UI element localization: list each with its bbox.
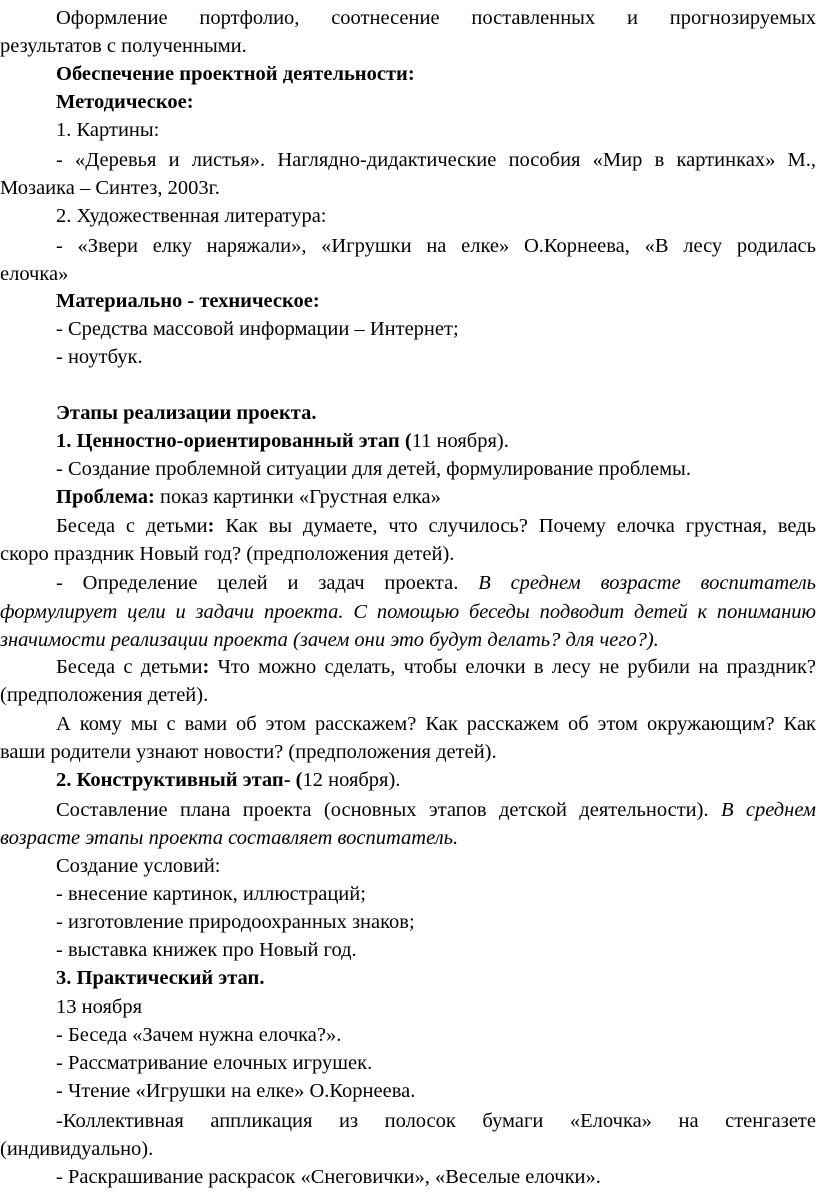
text-segment: (предположения детей).: [0, 684, 209, 706]
text-segment: ваши родители узнают новости? (предположения детей).: [0, 741, 497, 763]
list-item: [0, 1048, 816, 1078]
text-segment: Как вы думаете, что случилось? Почему елочка грустная, ведь: [214, 515, 816, 537]
list-item: [0, 879, 816, 909]
date-line: [0, 992, 816, 1022]
text-line: [0, 539, 816, 569]
text-segment: - Беседа «Зачем нужна елочка?».: [56, 1024, 342, 1046]
text-line: [0, 652, 816, 682]
text-segment: Этапы реализации проекта.: [56, 402, 317, 424]
text-segment: 13 ноября: [56, 996, 142, 1018]
text-segment: - изготовление природоохранных знаков;: [56, 911, 415, 933]
text-segment: Оформление портфолио, соотнесение поставленных и прогнозируемых: [56, 7, 816, 29]
list-item: [0, 454, 816, 484]
text-segment: 1. Картины:: [56, 119, 160, 141]
text-segment: 2. Конструктивный этап- (: [56, 769, 303, 791]
text-segment: - Рассматривание елочных игрушек.: [56, 1052, 373, 1074]
text-line: [0, 3, 816, 33]
stage-heading: [0, 765, 816, 795]
list-item: [0, 201, 816, 231]
text-segment: Создание условий:: [56, 855, 221, 877]
text-segment: Составление плана проекта (основных этапов детской деятельности).: [56, 799, 721, 821]
text-line: [0, 568, 816, 598]
text-segment: А кому мы с вами об этом расскажем? Как расскажем об этом окружающим? Как: [56, 713, 816, 735]
section-heading: [0, 398, 816, 428]
text-segment: - Создание проблемной ситуации для детей, формулирование проблемы.: [56, 458, 691, 480]
text-line: [0, 259, 816, 289]
text-segment: Материально - техническое:: [56, 290, 320, 312]
text-segment: формулирует цели и задачи проекта. С помощью беседы подводит детей к пониманию: [0, 601, 816, 623]
text-segment: Проблема:: [56, 486, 155, 508]
text-segment: - Чтение «Игрушки на елке» О.Корнеева.: [56, 1080, 416, 1102]
list-item: [0, 907, 816, 937]
text-line: [0, 680, 816, 710]
text-line: [0, 31, 816, 61]
text-segment: - «Звери елку наряжали», «Игрушки на елке» О.Корнеева, «В лесу родилась: [56, 235, 816, 257]
text-segment: Беседа с детьми: [56, 515, 208, 537]
list-item: [0, 115, 816, 145]
text-segment: 12 ноября).: [302, 769, 401, 791]
text-segment: В среднем: [720, 799, 816, 821]
text-line: [0, 173, 816, 203]
list-item: [0, 314, 816, 344]
text-line: [0, 737, 816, 767]
text-segment: 3. Практический этап.: [56, 967, 265, 989]
list-item: [0, 935, 816, 965]
list-item: [0, 1076, 816, 1106]
text-segment: -Коллективная аппликация из полосок бумаги «Елочка» на стенгазете: [56, 1110, 816, 1132]
text-segment: елочка»: [0, 263, 69, 285]
list-item: [0, 1162, 816, 1192]
text-line: [0, 482, 816, 512]
text-line: [0, 851, 816, 881]
text-segment: - Раскрашивание раскрасок «Снеговички», «Веселые елочки».: [56, 1166, 601, 1188]
text-segment: - внесение картинок, иллюстраций;: [56, 883, 366, 905]
text-line: [0, 597, 816, 627]
text-segment: :: [207, 515, 215, 537]
list-item: [0, 145, 816, 175]
text-segment: - выставка книжек про Новый год.: [56, 939, 357, 961]
text-segment: значимости реализации проекта (зачем они это будут делать? для чего?).: [0, 629, 659, 651]
stage-heading: [0, 426, 816, 456]
list-item: [0, 1020, 816, 1050]
text-segment: скоро праздник Новый год? (предположения детей).: [0, 543, 455, 565]
list-item: [0, 231, 816, 261]
text-segment: Методическое:: [56, 91, 194, 113]
stage-heading: [0, 963, 816, 993]
text-segment: Обеспечение проектной деятельности:: [56, 63, 415, 85]
section-heading: [0, 286, 816, 316]
text-line: [0, 1134, 816, 1164]
section-heading: [0, 87, 816, 117]
text-segment: (индивидуально).: [0, 1138, 154, 1160]
text-segment: 2. Художественная литература:: [56, 205, 327, 227]
text-line: [0, 795, 816, 825]
text-line: [0, 625, 816, 655]
text-segment: возрасте этапы проекта составляет воспитатель.: [0, 827, 459, 849]
text-line: [0, 511, 816, 541]
text-segment: - Определение целей и задач проекта.: [56, 572, 479, 594]
list-item: [0, 342, 816, 372]
text-segment: - «Деревья и листья». Наглядно-дидактические пособия «Мир в картинках» М.,: [56, 149, 816, 171]
text-segment: - ноутбук.: [56, 346, 143, 368]
text-line: [0, 823, 816, 853]
list-item: [0, 1106, 816, 1136]
text-segment: Что можно сделать, чтобы елочки в лесу не рубили на праздник?: [209, 656, 816, 678]
text-segment: 11 ноября).: [411, 430, 509, 452]
text-segment: показ картинки «Грустная елка»: [154, 486, 441, 508]
text-segment: :: [202, 656, 210, 678]
section-heading: [0, 59, 816, 89]
text-segment: В среднем возрасте воспитатель: [478, 572, 816, 594]
text-segment: результатов с полученными.: [0, 35, 247, 57]
text-segment: - Средства массовой информации – Интернет;: [56, 318, 459, 340]
text-segment: 1. Ценностно-ориентированный этап (: [56, 430, 412, 452]
text-segment: Беседа с детьми: [56, 656, 203, 678]
text-line: [0, 709, 816, 739]
text-segment: Мозаика – Синтез, 2003г.: [0, 177, 220, 199]
